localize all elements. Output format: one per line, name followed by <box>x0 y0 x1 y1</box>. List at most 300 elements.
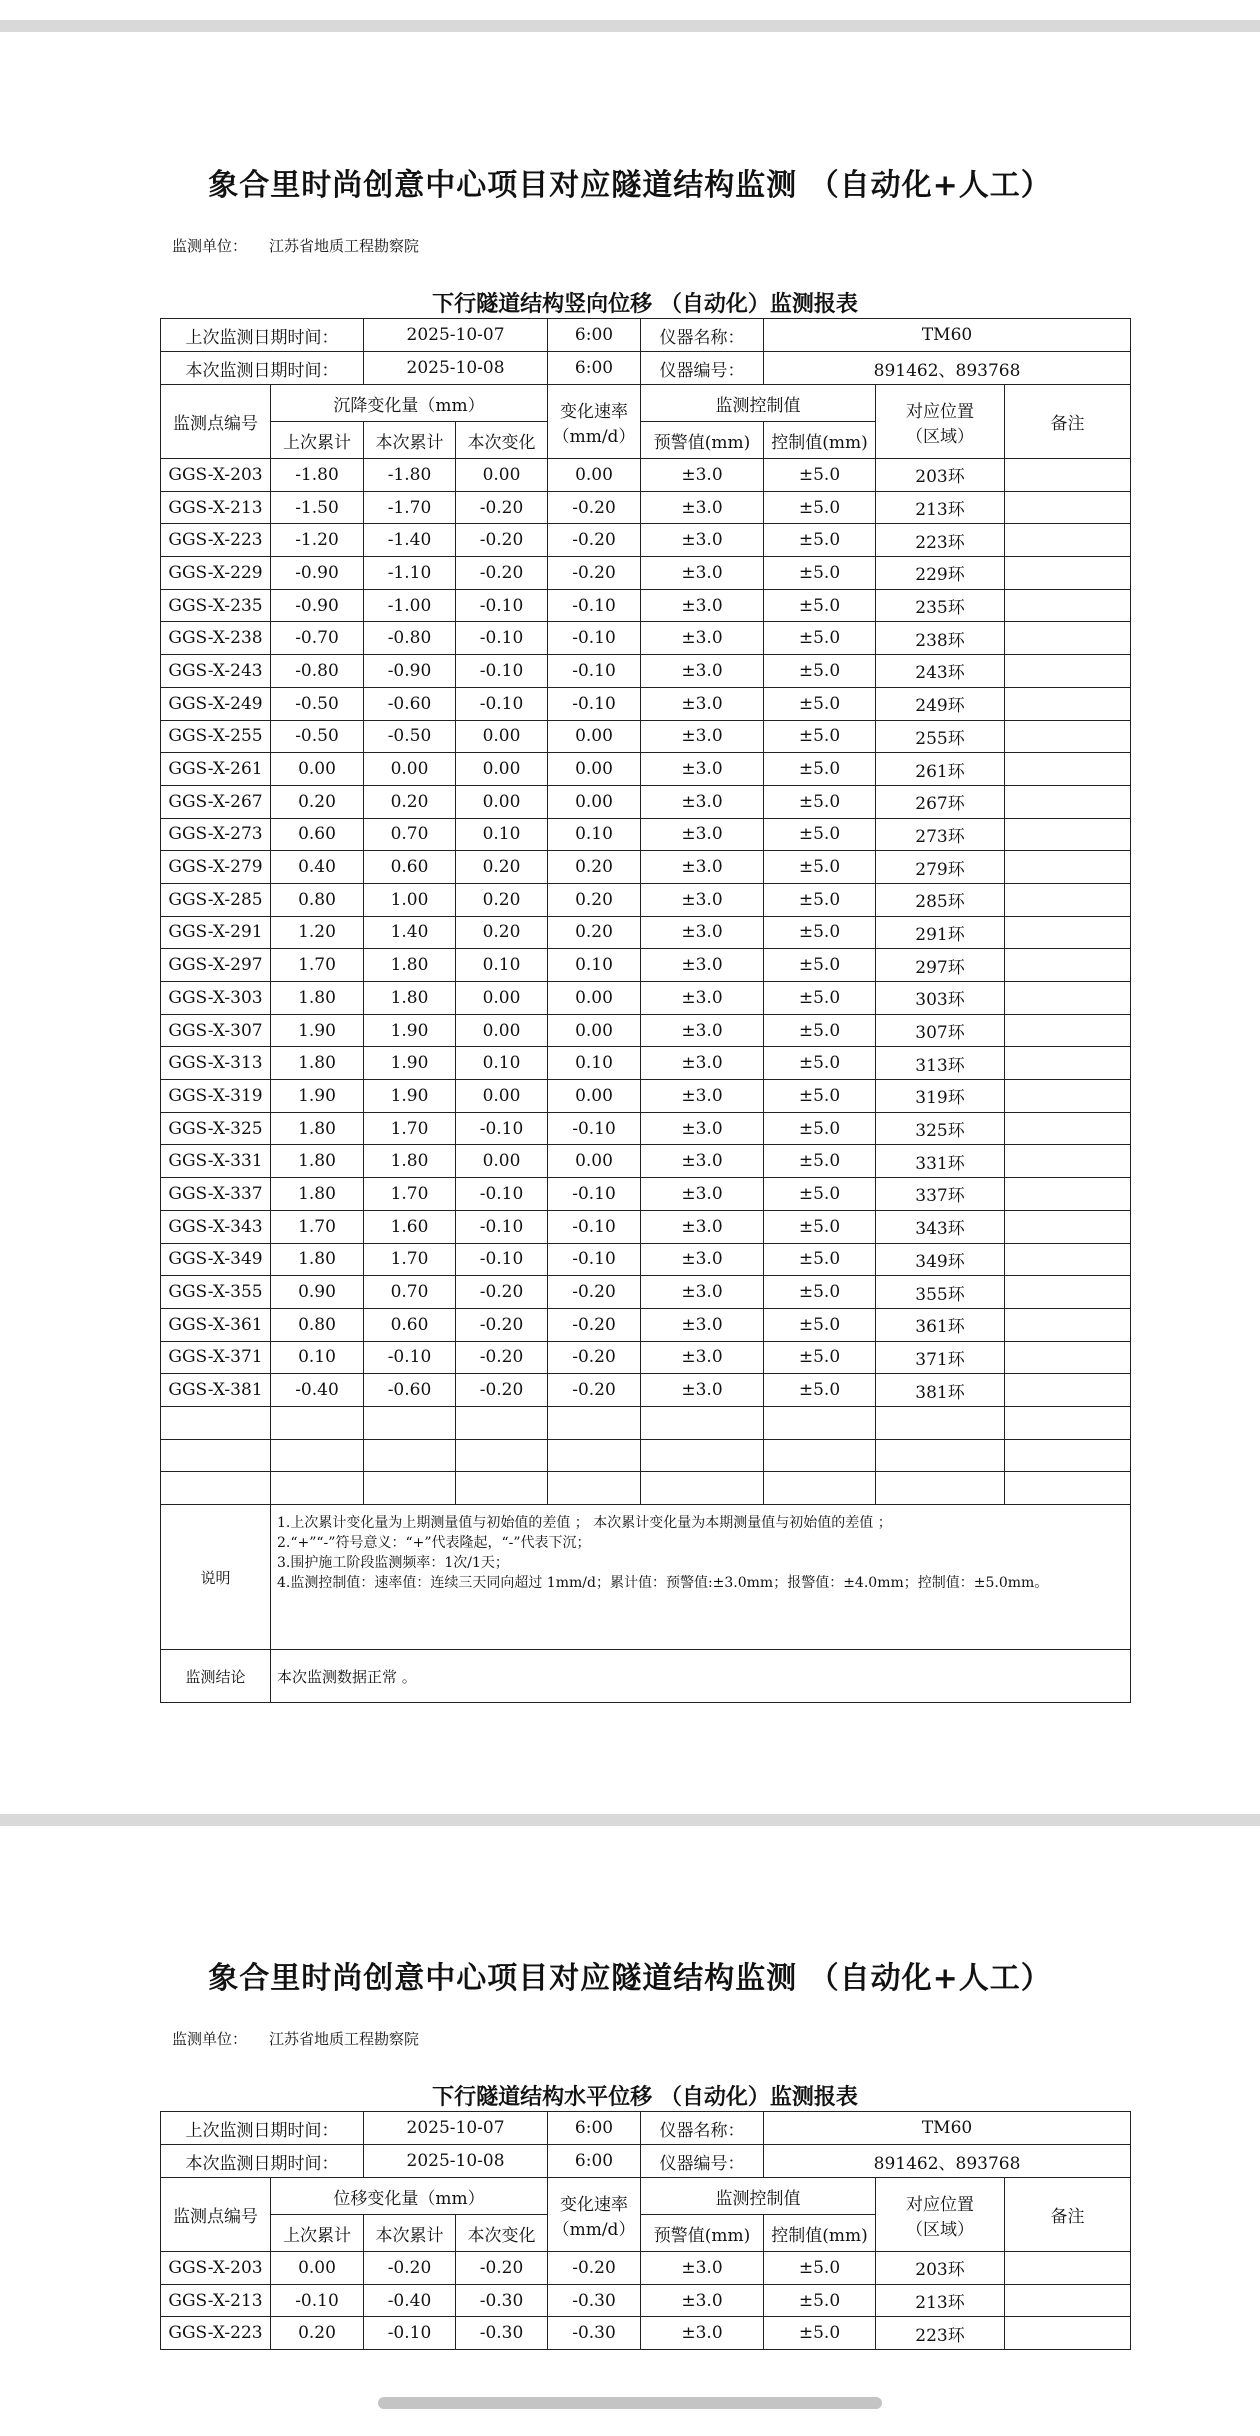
control-value-cell: ±5.0 <box>764 1374 876 1407</box>
control-value-cell: ±5.0 <box>764 785 876 818</box>
control-value-cell: ±5.0 <box>764 949 876 982</box>
table-row <box>161 818 1131 851</box>
rate-cell: 0.00 <box>548 720 641 753</box>
warning-value-cell: ±3.0 <box>641 2317 764 2350</box>
remark-cell <box>1005 982 1131 1015</box>
col-this-cum-header: 本次累计 <box>364 422 456 459</box>
empty-cell <box>364 1406 456 1439</box>
empty-cell <box>364 1439 456 1472</box>
this-cum-cell: 1.60 <box>364 1210 456 1243</box>
this-cum-cell: 0.70 <box>364 818 456 851</box>
remark-cell <box>1005 1178 1131 1211</box>
table-row <box>161 982 1131 1015</box>
table-row <box>161 1080 1131 1113</box>
this-cum-cell: -1.80 <box>364 459 456 492</box>
this-change-cell: 0.00 <box>456 459 548 492</box>
point-id-cell: GGS-X-223 <box>161 2317 271 2350</box>
col-position-sub: （区域） <box>906 2219 975 2240</box>
last-date-label: 上次监测日期时间： <box>161 2112 364 2145</box>
table-row <box>161 1112 1131 1145</box>
remark-cell <box>1005 1112 1131 1145</box>
last-cum-cell: -0.50 <box>271 687 364 720</box>
empty-cell <box>764 1406 876 1439</box>
this-date: 2025-10-08 <box>364 2145 548 2178</box>
table-row <box>161 949 1131 982</box>
table-row <box>161 1210 1131 1243</box>
point-id-cell: GGS-X-213 <box>161 2284 271 2317</box>
warning-value-cell: ±3.0 <box>641 655 764 688</box>
this-change-cell: 0.20 <box>456 916 548 949</box>
col-rate-unit: （mm/d） <box>552 426 636 447</box>
remark-cell <box>1005 557 1131 590</box>
warning-value-cell: ±3.0 <box>641 622 764 655</box>
table-row <box>161 622 1131 655</box>
position-cell: 371环 <box>876 1341 1005 1374</box>
this-cum-cell: 1.80 <box>364 982 456 1015</box>
col-last-cum-header: 上次累计 <box>271 422 364 459</box>
point-id-cell: GGS-X-337 <box>161 1178 271 1211</box>
point-id-cell: GGS-X-343 <box>161 1210 271 1243</box>
rate-cell: 0.00 <box>548 1014 641 1047</box>
instrument-no: 891462、893768 <box>764 352 1131 385</box>
position-cell: 355环 <box>876 1276 1005 1309</box>
point-id-cell: GGS-X-213 <box>161 491 271 524</box>
position-cell: 213环 <box>876 2284 1005 2317</box>
this-cum-cell: 1.70 <box>364 1243 456 1276</box>
remark-cell <box>1005 753 1131 786</box>
conclusion-text: 本次监测数据正常 。 <box>271 1650 1131 1703</box>
rate-cell: 0.00 <box>548 459 641 492</box>
unit-value: 江苏省地质工程勘察院 <box>269 2030 420 2048</box>
this-cum-cell: 0.70 <box>364 1276 456 1309</box>
point-id-cell: GGS-X-285 <box>161 883 271 916</box>
position-cell: 223环 <box>876 2317 1005 2350</box>
empty-cell <box>876 1439 1005 1472</box>
rate-cell: -0.10 <box>548 589 641 622</box>
last-cum-cell: 1.80 <box>271 1243 364 1276</box>
point-id-cell: GGS-X-297 <box>161 949 271 982</box>
this-date-label: 本次监测日期时间： <box>161 352 364 385</box>
rate-cell: 0.00 <box>548 753 641 786</box>
table-row <box>161 2317 1131 2350</box>
empty-cell <box>1005 1406 1131 1439</box>
warning-value-cell: ±3.0 <box>641 491 764 524</box>
this-change-cell: 0.20 <box>456 851 548 884</box>
col-this-cum-header: 本次累计 <box>364 2215 456 2252</box>
last-cum-cell: 1.90 <box>271 1080 364 1113</box>
conclusion-label: 监测结论 <box>161 1650 271 1703</box>
instrument-name: TM60 <box>764 319 1131 352</box>
point-id-cell: GGS-X-313 <box>161 1047 271 1080</box>
control-value-cell: ±5.0 <box>764 1014 876 1047</box>
this-cum-cell: 0.60 <box>364 1308 456 1341</box>
col-warning-header: 预警值(mm) <box>641 422 764 459</box>
rate-cell: -0.10 <box>548 1243 641 1276</box>
col-rate-header <box>548 2178 641 2252</box>
rate-cell: -0.10 <box>548 687 641 720</box>
position-cell: 238环 <box>876 622 1005 655</box>
position-cell: 203环 <box>876 2252 1005 2285</box>
col-rate-unit: （mm/d） <box>552 2219 636 2240</box>
rate-cell: 0.00 <box>548 785 641 818</box>
empty-row <box>161 1439 1131 1472</box>
unit-label: 监测单位： <box>172 2030 248 2048</box>
this-change-cell: -0.10 <box>456 1210 548 1243</box>
last-cum-cell: -0.80 <box>271 655 364 688</box>
this-change-cell: -0.10 <box>456 687 548 720</box>
position-cell: 223环 <box>876 524 1005 557</box>
empty-cell <box>764 1472 876 1505</box>
this-cum-cell: 0.20 <box>364 785 456 818</box>
table-row <box>161 491 1131 524</box>
point-id-cell: GGS-X-355 <box>161 1276 271 1309</box>
point-id-cell: GGS-X-238 <box>161 622 271 655</box>
this-change-cell: -0.10 <box>456 622 548 655</box>
warning-value-cell: ±3.0 <box>641 1243 764 1276</box>
note-line: 4.监测控制值：速率值：连续三天同向超过 1mm/d；累计值：预警值:±3.0mm；报警值：±4.0mm；控制值：±5.0mm。 <box>277 1575 1049 1591</box>
instrument-no-label: 仪器编号： <box>641 352 764 385</box>
last-cum-cell: 0.10 <box>271 1341 364 1374</box>
point-id-cell: GGS-X-325 <box>161 1112 271 1145</box>
position-cell: 229环 <box>876 557 1005 590</box>
empty-cell <box>1005 1439 1131 1472</box>
col-rate-label: 变化速率 <box>560 2194 629 2215</box>
control-value-cell: ±5.0 <box>764 851 876 884</box>
last-cum-cell: 1.70 <box>271 949 364 982</box>
control-value-cell: ±5.0 <box>764 2317 876 2350</box>
control-value-cell: ±5.0 <box>764 1308 876 1341</box>
last-time: 6:00 <box>548 319 641 352</box>
this-change-cell: 0.00 <box>456 982 548 1015</box>
notes-cell <box>271 1505 1131 1650</box>
rate-cell: 0.10 <box>548 949 641 982</box>
warning-value-cell: ±3.0 <box>641 459 764 492</box>
this-change-cell: -0.20 <box>456 1308 548 1341</box>
empty-row <box>161 1472 1131 1505</box>
warning-value-cell: ±3.0 <box>641 818 764 851</box>
table-row <box>161 655 1131 688</box>
empty-cell <box>1005 1472 1131 1505</box>
last-cum-cell: 1.90 <box>271 1014 364 1047</box>
this-cum-cell: 1.90 <box>364 1014 456 1047</box>
point-id-cell: GGS-X-203 <box>161 459 271 492</box>
position-cell: 331环 <box>876 1145 1005 1178</box>
warning-value-cell: ±3.0 <box>641 1210 764 1243</box>
warning-value-cell: ±3.0 <box>641 785 764 818</box>
this-date: 2025-10-08 <box>364 352 548 385</box>
last-cum-cell: -1.20 <box>271 524 364 557</box>
point-id-cell: GGS-X-255 <box>161 720 271 753</box>
rate-cell: -0.20 <box>548 491 641 524</box>
remark-cell <box>1005 622 1131 655</box>
warning-value-cell: ±3.0 <box>641 916 764 949</box>
position-cell: 325环 <box>876 1112 1005 1145</box>
position-cell: 319环 <box>876 1080 1005 1113</box>
rate-cell: -0.30 <box>548 2284 641 2317</box>
page-separator <box>0 1814 1260 1826</box>
last-cum-cell: -1.80 <box>271 459 364 492</box>
rate-cell: 0.20 <box>548 883 641 916</box>
control-value-cell: ±5.0 <box>764 1112 876 1145</box>
warning-value-cell: ±3.0 <box>641 1308 764 1341</box>
control-value-cell: ±5.0 <box>764 622 876 655</box>
empty-cell <box>161 1472 271 1505</box>
control-value-cell: ±5.0 <box>764 491 876 524</box>
this-cum-cell: 1.90 <box>364 1080 456 1113</box>
this-time: 6:00 <box>548 2145 641 2178</box>
monitoring-unit <box>172 2028 441 2049</box>
this-cum-cell: -0.60 <box>364 687 456 720</box>
warning-value-cell: ±3.0 <box>641 524 764 557</box>
last-date-label: 上次监测日期时间： <box>161 319 364 352</box>
monitoring-unit <box>172 235 441 256</box>
empty-cell <box>271 1439 364 1472</box>
col-change-group-header: 位移变化量（mm） <box>271 2178 548 2215</box>
last-cum-cell: 0.00 <box>271 753 364 786</box>
col-control-header: 控制值(mm) <box>764 422 876 459</box>
rate-cell: -0.20 <box>548 1341 641 1374</box>
col-warning-header: 预警值(mm) <box>641 2215 764 2252</box>
table-row <box>161 916 1131 949</box>
control-value-cell: ±5.0 <box>764 753 876 786</box>
empty-cell <box>271 1472 364 1505</box>
position-cell: 381环 <box>876 1374 1005 1407</box>
last-cum-cell: 0.40 <box>271 851 364 884</box>
last-cum-cell: 1.20 <box>271 916 364 949</box>
point-id-cell: GGS-X-319 <box>161 1080 271 1113</box>
last-cum-cell: -0.70 <box>271 622 364 655</box>
table-row <box>161 1308 1131 1341</box>
remark-cell <box>1005 883 1131 916</box>
instrument-name: TM60 <box>764 2112 1131 2145</box>
remark-cell <box>1005 1243 1131 1276</box>
warning-value-cell: ±3.0 <box>641 589 764 622</box>
this-cum-cell: -0.20 <box>364 2252 456 2285</box>
last-cum-cell: 0.80 <box>271 1308 364 1341</box>
note-line: 1.上次累计变化量为上期测量值与初始值的差值 ； 本次累计变化量为本期测量值与初始值的差值 ； <box>277 1515 892 1531</box>
empty-cell <box>876 1472 1005 1505</box>
position-cell: 235环 <box>876 589 1005 622</box>
last-cum-cell: 0.00 <box>271 2252 364 2285</box>
this-change-cell: 0.00 <box>456 720 548 753</box>
rate-cell: 0.20 <box>548 916 641 949</box>
empty-cell <box>271 1406 364 1439</box>
control-value-cell: ±5.0 <box>764 589 876 622</box>
remark-cell <box>1005 1210 1131 1243</box>
position-cell: 203环 <box>876 459 1005 492</box>
this-change-cell: -0.10 <box>456 1112 548 1145</box>
position-cell: 249环 <box>876 687 1005 720</box>
this-cum-cell: 1.90 <box>364 1047 456 1080</box>
this-change-cell: 0.00 <box>456 1014 548 1047</box>
this-change-cell: -0.10 <box>456 589 548 622</box>
warning-value-cell: ±3.0 <box>641 1047 764 1080</box>
rate-cell: -0.10 <box>548 655 641 688</box>
table-row <box>161 883 1131 916</box>
this-cum-cell: 1.70 <box>364 1112 456 1145</box>
empty-row <box>161 1406 1131 1439</box>
point-id-cell: GGS-X-331 <box>161 1145 271 1178</box>
last-cum-cell: 1.80 <box>271 1047 364 1080</box>
remark-cell <box>1005 491 1131 524</box>
this-change-cell: -0.20 <box>456 1276 548 1309</box>
notes-label: 说明 <box>161 1505 271 1650</box>
col-point-header: 监测点编号 <box>161 2178 271 2252</box>
remark-cell <box>1005 1374 1131 1407</box>
control-value-cell: ±5.0 <box>764 1341 876 1374</box>
point-id-cell: GGS-X-243 <box>161 655 271 688</box>
warning-value-cell: ±3.0 <box>641 753 764 786</box>
empty-cell <box>876 1406 1005 1439</box>
note-line: 2.“+”“-”符号意义：“+”代表隆起，“-”代表下沉； <box>277 1535 591 1551</box>
last-cum-cell: 0.20 <box>271 2317 364 2350</box>
home-indicator[interactable] <box>378 2397 882 2409</box>
point-id-cell: GGS-X-203 <box>161 2252 271 2285</box>
warning-value-cell: ±3.0 <box>641 1178 764 1211</box>
rate-cell: -0.20 <box>548 524 641 557</box>
remark-cell <box>1005 1080 1131 1113</box>
control-value-cell: ±5.0 <box>764 655 876 688</box>
col-remark-header: 备注 <box>1005 385 1131 459</box>
this-date-label: 本次监测日期时间： <box>161 2145 364 2178</box>
control-value-cell: ±5.0 <box>764 818 876 851</box>
monitoring-table <box>160 2111 1131 2350</box>
last-cum-cell: 0.20 <box>271 785 364 818</box>
this-cum-cell: 1.80 <box>364 1145 456 1178</box>
col-rate-label: 变化速率 <box>560 401 629 422</box>
rate-cell: -0.10 <box>548 1112 641 1145</box>
empty-cell <box>548 1439 641 1472</box>
position-cell: 279环 <box>876 851 1005 884</box>
remark-cell <box>1005 687 1131 720</box>
remark-cell <box>1005 1341 1131 1374</box>
rate-cell: -0.20 <box>548 2252 641 2285</box>
rate-cell: 0.20 <box>548 851 641 884</box>
table-row <box>161 785 1131 818</box>
note-line: 3.围护施工阶段监测频率：1次/1天； <box>277 1555 509 1571</box>
this-cum-cell: -0.90 <box>364 655 456 688</box>
instrument-name-label: 仪器名称： <box>641 2112 764 2145</box>
last-cum-cell: -0.90 <box>271 557 364 590</box>
rate-cell: 0.00 <box>548 982 641 1015</box>
warning-value-cell: ±3.0 <box>641 1145 764 1178</box>
warning-value-cell: ±3.0 <box>641 1374 764 1407</box>
report-subtitle: 下行隧道结构水平位移 （自动化）监测报表 <box>432 2084 858 2110</box>
col-change-group-header: 沉降变化量（mm） <box>271 385 548 422</box>
table-row <box>161 1145 1131 1178</box>
this-cum-cell: -0.10 <box>364 2317 456 2350</box>
this-change-cell: 0.10 <box>456 1047 548 1080</box>
rate-cell: 0.10 <box>548 818 641 851</box>
control-value-cell: ±5.0 <box>764 524 876 557</box>
remark-cell <box>1005 916 1131 949</box>
last-cum-cell: -0.50 <box>271 720 364 753</box>
warning-value-cell: ±3.0 <box>641 1014 764 1047</box>
position-cell: 291环 <box>876 916 1005 949</box>
rate-cell: 0.10 <box>548 1047 641 1080</box>
point-id-cell: GGS-X-235 <box>161 589 271 622</box>
remark-cell <box>1005 655 1131 688</box>
rate-cell: -0.20 <box>548 557 641 590</box>
last-cum-cell: 1.80 <box>271 982 364 1015</box>
point-id-cell: GGS-X-229 <box>161 557 271 590</box>
table-row <box>161 524 1131 557</box>
this-cum-cell: 1.00 <box>364 883 456 916</box>
remark-cell <box>1005 818 1131 851</box>
rate-cell: -0.20 <box>548 1276 641 1309</box>
this-change-cell: 0.10 <box>456 949 548 982</box>
empty-cell <box>364 1472 456 1505</box>
position-cell: 297环 <box>876 949 1005 982</box>
point-id-cell: GGS-X-361 <box>161 1308 271 1341</box>
monitoring-table <box>160 318 1131 1703</box>
this-cum-cell: -0.10 <box>364 1341 456 1374</box>
control-value-cell: ±5.0 <box>764 916 876 949</box>
this-change-cell: -0.20 <box>456 557 548 590</box>
control-value-cell: ±5.0 <box>764 459 876 492</box>
warning-value-cell: ±3.0 <box>641 949 764 982</box>
point-id-cell: GGS-X-267 <box>161 785 271 818</box>
this-cum-cell: 1.40 <box>364 916 456 949</box>
empty-cell <box>456 1472 548 1505</box>
last-cum-cell: -0.10 <box>271 2284 364 2317</box>
table-row <box>161 1341 1131 1374</box>
col-position-sub: （区域） <box>906 426 975 447</box>
position-cell: 361环 <box>876 1308 1005 1341</box>
table-row <box>161 2284 1131 2317</box>
table-row <box>161 1178 1131 1211</box>
table-row <box>161 557 1131 590</box>
point-id-cell: GGS-X-303 <box>161 982 271 1015</box>
this-change-cell: 0.00 <box>456 753 548 786</box>
this-change-cell: 0.10 <box>456 818 548 851</box>
control-value-cell: ±5.0 <box>764 1047 876 1080</box>
empty-cell <box>548 1406 641 1439</box>
last-cum-cell: 1.70 <box>271 1210 364 1243</box>
remark-cell <box>1005 720 1131 753</box>
remark-cell <box>1005 1276 1131 1309</box>
last-time: 6:00 <box>548 2112 641 2145</box>
point-id-cell: GGS-X-349 <box>161 1243 271 1276</box>
this-cum-cell: -0.80 <box>364 622 456 655</box>
last-cum-cell: -0.90 <box>271 589 364 622</box>
instrument-name-label: 仪器名称： <box>641 319 764 352</box>
col-position-header <box>876 385 1005 459</box>
control-value-cell: ±5.0 <box>764 557 876 590</box>
this-change-cell: -0.10 <box>456 1178 548 1211</box>
this-change-cell: -0.30 <box>456 2317 548 2350</box>
control-value-cell: ±5.0 <box>764 687 876 720</box>
warning-value-cell: ±3.0 <box>641 883 764 916</box>
warning-value-cell: ±3.0 <box>641 1341 764 1374</box>
rate-cell: -0.10 <box>548 1210 641 1243</box>
this-cum-cell: 0.60 <box>364 851 456 884</box>
this-change-cell: -0.20 <box>456 1374 548 1407</box>
last-date: 2025-10-07 <box>364 2112 548 2145</box>
warning-value-cell: ±3.0 <box>641 687 764 720</box>
control-value-cell: ±5.0 <box>764 720 876 753</box>
empty-cell <box>548 1472 641 1505</box>
last-cum-cell: 1.80 <box>271 1145 364 1178</box>
page-separator <box>0 20 1260 32</box>
this-cum-cell: -0.60 <box>364 1374 456 1407</box>
rate-cell: -0.20 <box>548 1374 641 1407</box>
control-value-cell: ±5.0 <box>764 1145 876 1178</box>
warning-value-cell: ±3.0 <box>641 982 764 1015</box>
rate-cell: -0.30 <box>548 2317 641 2350</box>
empty-cell <box>641 1439 764 1472</box>
point-id-cell: GGS-X-307 <box>161 1014 271 1047</box>
